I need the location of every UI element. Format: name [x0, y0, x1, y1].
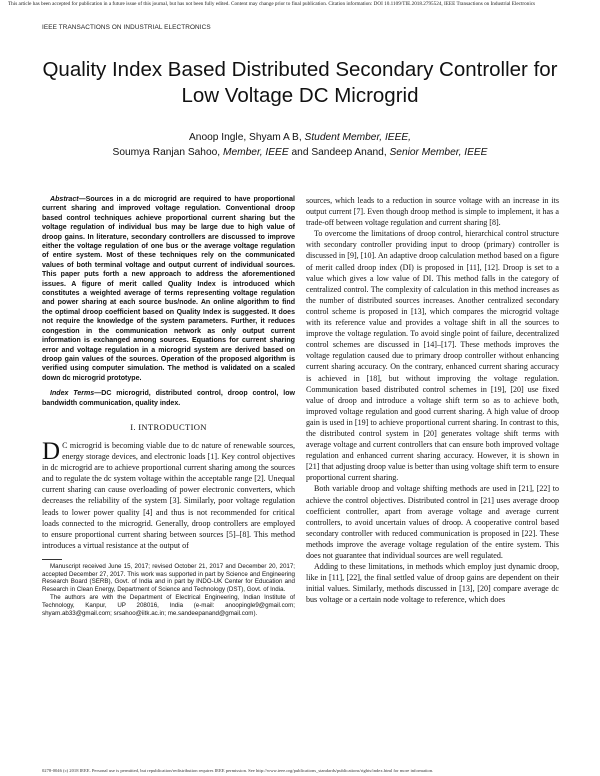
author-names-1: Anoop Ingle, Shyam A B,	[188, 132, 305, 143]
section-heading-introduction: I. INTRODUCTION	[130, 421, 207, 432]
author-names-2: Soumya Ranjan Sahoo,	[112, 147, 223, 158]
journal-header: IEEE TRANSACTIONS ON INDUSTRIAL ELECTRONICS	[42, 24, 211, 31]
abstract	[42, 195, 295, 383]
copyright-footer: 0278-0046 (c) 2018 IEEE. Personal use is permitted, but republication/redistribution requires IEEE permission. See http://www.ieee.org/publications_standards/publications/rights/index.html for more information.	[42, 768, 434, 773]
body-paragraph-3: Both variable droop and voltage shifting methods are used in [21], [22] to achieve the control objectives. Distributed control in [21] uses average droop coefficient controller, apart from average voltage and average current controllers, to avoid uncertain values of droop. A cooperative control based secondary controller with reduced communication is proposed in [22]. These methods improve the average voltage regulation of the entire system. This does not guarantee that individual sources are well regulated.	[306, 484, 559, 560]
author-affil-1: Student Member, IEEE,	[304, 132, 411, 143]
footnote-rule	[42, 559, 62, 560]
author-affil-3: Senior Member, IEEE	[389, 147, 488, 158]
author-affil-2: Member, IEEE	[222, 147, 289, 158]
body-paragraph-1: sources, which leads to a reduction in source voltage with an increase in its output current [7]. Even though droop method is simple to implement, it has a trade-off between voltage regulation and current sharing [8].	[306, 196, 559, 228]
body-paragraph-2: To overcome the limitations of droop control, hierarchical control structure with secondary controller providing input to droop (primary) controller is discussed in [9], [10]. An adaptive droop calculation method based on a figure of merit called droop index (DI) is proposed in [11], [12]. Droop is set to a value which gives a low value of DI. This method falls in the category of centralized control. The complexity of calculation in this method increases as the number of distributed sources increases. Another centralized secondary control scheme is proposed in [13], which compares the microgrid voltage with its reference value and provides a voltage shift in all the sources to improve the voltage regulation. To avoid single point of failure, decentralized control schemes are discussed in [14]–[17]. These methods improves the voltage regulation caused due to primary droop controller without enhancing current sharing accuracy. On the contrary, enhanced current sharing accuracy is achieved in [18], but without improving the voltage regulation. Communication based distributed control schemes in [19], [20] use fixed value of droop and introduce a voltage shift term so as to achieve both, improved voltage regulation and good current sharing. A high value of droop gain is used in [19] to achieve proportional current sharing. In contrast to this, the distributed control system in [20] generates voltage shift terms with average voltage and current controllers that can ensure both improved voltage regulation and enhanced current sharing accuracy. However, it is shown in [21] that adjusting droop value is better than using voltage shift term to ensure proportional current sharing.	[306, 229, 559, 483]
intro-paragraph-1-text: C microgrid is becoming viable due to dc nature of renewable sources, energy storage devices, and electronic loads [1]. Key control objectives in dc microgrid are to achieve proportional current sharing among the sources and to regulate the dc system voltage within the acceptable range [2]. Unequal current sharing can cause overloading of power electronic converters, which decreases the reliability of the system [3]. Similarly, poor voltage regulation leads to lower power quality [4] and thus is not recommended for critical loads connected to the microgrid. Generally, droop controllers are employed to ensure proportional current sharing between sources [5]–[8]. This method introduces a virtual resistance at the output of	[42, 440, 295, 550]
author-line-2	[40, 145, 560, 160]
abstract-text: —Sources in a dc microgrid are required to have proportional current sharing and improved voltage regulation. Conventional droop based control techniques achieve proportional current sharing but the voltage regulation of individual bus may be large due to high value of droop gains. In literature, secondary controllers are discussed to improve either the voltage regulation of one bus or the average voltage regulation of entire system. Most of these techniques rely on the communicated values of both terminal voltage and output current of individual sources. This paper puts forth a new approach to address the aforementioned issues. A figure of merit called Quality Index is introduced which constitutes a weighted average of terms representing voltage regulation and power sharing at each source bus/node. An online algorithm to find the optimal droop coefficient based on Quality Index is suggested. It does not require the knowledge of the system parameters. Further, it reduces congestion in the communication network as only output current information is exchanged among sources. Equations for current sharing error and voltage regulation in a microgrid system are derived based on droop gain values of the sources. Operation of the proposed algorithm is verified using computer simulation. The method is validated on a scaled down dc microgrid prototype.	[42, 196, 295, 382]
author-names-3: and Sandeep Anand,	[288, 147, 390, 158]
paper-title: Quality Index Based Distributed Secondary Controller for Low Voltage DC Microgrid	[42, 58, 558, 107]
preprint-banner: This article has been accepted for publication in a future issue of this journal, but has not been fully edited. Content may change prior to final publication. Citation information: DOI 10.1109/TIE.2018.2795524, IEEE Transactions on Industrial Electronics	[8, 1, 536, 7]
footnote-authors: The authors are with the Department of Electrical Engineering, Indian Institute of Technology, Kanpur, UP 208016, India (e-mail: anoopingle9@gmail.com; shyam.ab33@gmail.com; srsahoo@iitk.ac.in; me.sandeepanand@gmail.com).	[42, 594, 295, 617]
footnote-manuscript: Manuscript received June 15, 2017; revised October 21, 2017 and December 20, 2017; accepted December 27, 2017. This work was supported in part by Science and Engineering Research Board (SERB), Govt. of India and in part by INDO-UK Center for Education and Research in Clean Energy, Department of Science and Technology (DST), Govt. of India.	[42, 562, 295, 594]
index-terms-text: —DC microgrid, distributed control, droop control, low bandwidth communication, quality index.	[42, 390, 295, 407]
index-terms-label: Index Terms	[50, 390, 95, 398]
right-column	[306, 195, 559, 605]
author-block	[40, 130, 560, 160]
abstract-label: Abstract	[50, 196, 79, 203]
left-column	[42, 195, 295, 617]
author-line-1	[40, 130, 560, 145]
drop-cap: D	[42, 437, 61, 465]
index-terms	[42, 389, 295, 408]
body-paragraph-4: Adding to these limitations, in methods which employ just dynamic droop, like in [11], [22], the final settled value of droop gains are dependent on their initial values. Similarly, methods discussed in [13], [20] compare average dc bus voltage or a certain node voltage to reference, which does	[306, 562, 559, 605]
intro-paragraph-1	[42, 437, 295, 551]
